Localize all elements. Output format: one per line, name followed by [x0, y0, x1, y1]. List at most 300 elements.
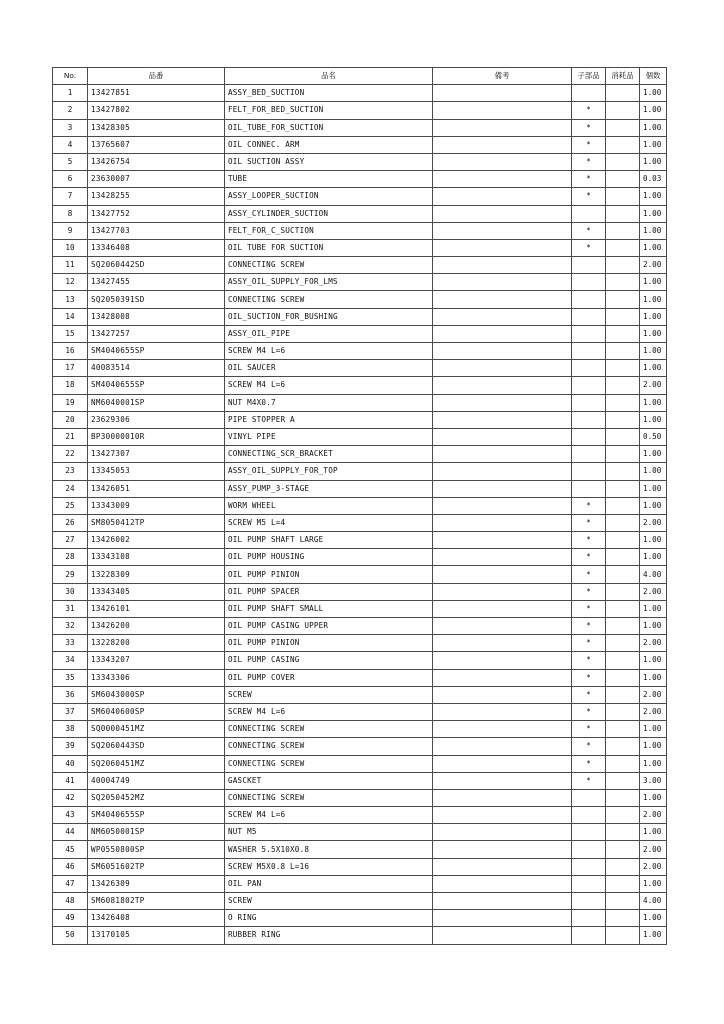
table-row: [53, 343, 667, 360]
row-number: 41: [53, 772, 88, 789]
subpart-mark-cell: *: [572, 222, 606, 239]
row-number: 29: [53, 566, 88, 583]
subpart-mark-cell: *: [572, 239, 606, 256]
subpart-mark-cell: *: [572, 171, 606, 188]
part-name-cell: ASSY_OIL_SUPPLY_FOR_TOP: [225, 463, 433, 480]
row-number: 20: [53, 411, 88, 428]
part-name-cell: SCREW M4 L=6: [225, 377, 433, 394]
quantity-cell: 3.00: [640, 772, 667, 789]
row-number: 18: [53, 377, 88, 394]
consumable-mark-cell: [606, 205, 640, 222]
table-row: [53, 291, 667, 308]
part-number-cell: SM4040655SP: [88, 343, 225, 360]
row-number: 21: [53, 428, 88, 445]
subpart-mark-cell: *: [572, 686, 606, 703]
quantity-cell: 1.00: [640, 119, 667, 136]
remarks-cell: [433, 308, 572, 325]
remarks-cell: [433, 205, 572, 222]
part-name-cell: RUBBER RING: [225, 927, 433, 944]
part-name-cell: OIL PUMP CASING UPPER: [225, 618, 433, 635]
subpart-mark-cell: *: [572, 136, 606, 153]
row-number: 34: [53, 652, 88, 669]
part-number-cell: SQ2060451MZ: [88, 755, 225, 772]
remarks-cell: [433, 807, 572, 824]
subpart-mark-cell: *: [572, 635, 606, 652]
quantity-cell: 1.00: [640, 136, 667, 153]
consumable-mark-cell: [606, 428, 640, 445]
subpart-mark-cell: [572, 205, 606, 222]
consumable-mark-cell: [606, 274, 640, 291]
part-name-cell: OIL PUMP PINION: [225, 635, 433, 652]
quantity-cell: 1.00: [640, 927, 667, 944]
part-name-cell: CONNECTING_SCR_BRACKET: [225, 446, 433, 463]
subpart-mark-cell: *: [572, 102, 606, 119]
part-number-cell: SQ2060443SD: [88, 738, 225, 755]
part-number-cell: 13426051: [88, 480, 225, 497]
subpart-mark-cell: [572, 85, 606, 102]
table-row: [53, 153, 667, 170]
part-number-cell: 13426408: [88, 910, 225, 927]
row-number: 6: [53, 171, 88, 188]
consumable-mark-cell: [606, 789, 640, 806]
row-number: 36: [53, 686, 88, 703]
consumable-mark-cell: [606, 85, 640, 102]
table-row: [53, 738, 667, 755]
part-name-cell: NUT M4X0.7: [225, 394, 433, 411]
part-number-cell: 13428305: [88, 119, 225, 136]
part-number-cell: 13427703: [88, 222, 225, 239]
remarks-cell: [433, 858, 572, 875]
quantity-cell: 1.00: [640, 188, 667, 205]
part-number-cell: 13343405: [88, 583, 225, 600]
consumable-mark-cell: [606, 377, 640, 394]
row-number: 49: [53, 910, 88, 927]
part-name-cell: VINYL PIPE: [225, 428, 433, 445]
row-number: 43: [53, 807, 88, 824]
row-number: 44: [53, 824, 88, 841]
quantity-cell: 1.00: [640, 291, 667, 308]
consumable-mark-cell: [606, 171, 640, 188]
consumable-mark-cell: [606, 360, 640, 377]
part-name-cell: ASSY_PUMP_3-STAGE: [225, 480, 433, 497]
row-number: 7: [53, 188, 88, 205]
row-number: 25: [53, 497, 88, 514]
quantity-cell: 1.00: [640, 394, 667, 411]
part-number-cell: NM6040001SP: [88, 394, 225, 411]
quantity-cell: 1.00: [640, 652, 667, 669]
remarks-cell: [433, 171, 572, 188]
remarks-cell: [433, 377, 572, 394]
part-number-cell: 13427802: [88, 102, 225, 119]
consumable-mark-cell: [606, 514, 640, 531]
table-row: [53, 755, 667, 772]
part-number-cell: 13427455: [88, 274, 225, 291]
part-number-cell: 13343207: [88, 652, 225, 669]
subpart-mark-cell: [572, 824, 606, 841]
table-row: [53, 497, 667, 514]
consumable-mark-cell: [606, 394, 640, 411]
remarks-cell: [433, 600, 572, 617]
consumable-mark-cell: [606, 669, 640, 686]
remarks-cell: [433, 85, 572, 102]
subpart-mark-cell: [572, 274, 606, 291]
part-name-cell: SCREW M5 L=4: [225, 514, 433, 531]
part-number-cell: 40083514: [88, 360, 225, 377]
part-name-cell: ASSY_BED_SUCTION: [225, 85, 433, 102]
consumable-mark-cell: [606, 910, 640, 927]
subpart-mark-cell: [572, 463, 606, 480]
quantity-cell: 2.00: [640, 841, 667, 858]
remarks-cell: [433, 789, 572, 806]
remarks-cell: [433, 291, 572, 308]
subpart-mark-cell: [572, 789, 606, 806]
quantity-cell: 1.00: [640, 755, 667, 772]
consumable-mark-cell: [606, 618, 640, 635]
row-number: 12: [53, 274, 88, 291]
consumable-mark-cell: [606, 102, 640, 119]
consumable-mark-cell: [606, 532, 640, 549]
header-consumable: 消耗品: [606, 68, 640, 85]
subpart-mark-cell: *: [572, 583, 606, 600]
subpart-mark-cell: *: [572, 721, 606, 738]
row-number: 9: [53, 222, 88, 239]
row-number: 39: [53, 738, 88, 755]
table-row: [53, 824, 667, 841]
quantity-cell: 1.00: [640, 824, 667, 841]
subpart-mark-cell: *: [572, 566, 606, 583]
part-number-cell: 13346408: [88, 239, 225, 256]
part-name-cell: SCREW: [225, 893, 433, 910]
remarks-cell: [433, 910, 572, 927]
quantity-cell: 1.00: [640, 875, 667, 892]
part-number-cell: 13426200: [88, 618, 225, 635]
table-row: [53, 686, 667, 703]
quantity-cell: 1.00: [640, 343, 667, 360]
remarks-cell: [433, 566, 572, 583]
remarks-cell: [433, 583, 572, 600]
subpart-mark-cell: [572, 893, 606, 910]
quantity-cell: 1.00: [640, 910, 667, 927]
remarks-cell: [433, 686, 572, 703]
quantity-cell: 1.00: [640, 205, 667, 222]
subpart-mark-cell: *: [572, 549, 606, 566]
part-name-cell: CONNECTING SCREW: [225, 721, 433, 738]
table-row: [53, 205, 667, 222]
consumable-mark-cell: [606, 652, 640, 669]
table-row: [53, 600, 667, 617]
consumable-mark-cell: [606, 343, 640, 360]
remarks-cell: [433, 824, 572, 841]
remarks-cell: [433, 875, 572, 892]
table-row: [53, 377, 667, 394]
part-number-cell: 13427752: [88, 205, 225, 222]
quantity-cell: 0.03: [640, 171, 667, 188]
remarks-cell: [433, 893, 572, 910]
part-name-cell: CONNECTING SCREW: [225, 755, 433, 772]
consumable-mark-cell: [606, 600, 640, 617]
part-number-cell: SM6051602TP: [88, 858, 225, 875]
part-name-cell: O RING: [225, 910, 433, 927]
consumable-mark-cell: [606, 635, 640, 652]
part-name-cell: OIL TUBE FOR SUCTION: [225, 239, 433, 256]
remarks-cell: [433, 514, 572, 531]
subpart-mark-cell: [572, 875, 606, 892]
part-name-cell: TUBE: [225, 171, 433, 188]
subpart-mark-cell: [572, 841, 606, 858]
consumable-mark-cell: [606, 136, 640, 153]
row-number: 11: [53, 257, 88, 274]
consumable-mark-cell: [606, 325, 640, 342]
remarks-cell: [433, 669, 572, 686]
quantity-cell: 1.00: [640, 738, 667, 755]
part-number-cell: 13343108: [88, 549, 225, 566]
remarks-cell: [433, 497, 572, 514]
remarks-cell: [433, 480, 572, 497]
subpart-mark-cell: [572, 411, 606, 428]
part-number-cell: 13426002: [88, 532, 225, 549]
part-number-cell: SQ2060442SD: [88, 257, 225, 274]
quantity-cell: 2.00: [640, 514, 667, 531]
table-row: [53, 910, 667, 927]
table-row: [53, 428, 667, 445]
table-row: [53, 222, 667, 239]
row-number: 47: [53, 875, 88, 892]
part-number-cell: BP30000010R: [88, 428, 225, 445]
remarks-cell: [433, 721, 572, 738]
remarks-cell: [433, 274, 572, 291]
table-row: [53, 841, 667, 858]
table-row: [53, 360, 667, 377]
quantity-cell: 1.00: [640, 463, 667, 480]
consumable-mark-cell: [606, 858, 640, 875]
remarks-cell: [433, 652, 572, 669]
table-row: [53, 136, 667, 153]
quantity-cell: 2.00: [640, 807, 667, 824]
consumable-mark-cell: [606, 257, 640, 274]
header-quantity: 個数: [640, 68, 667, 85]
part-number-cell: 13426309: [88, 875, 225, 892]
consumable-mark-cell: [606, 480, 640, 497]
part-number-cell: SM6043000SP: [88, 686, 225, 703]
subpart-mark-cell: *: [572, 703, 606, 720]
remarks-cell: [433, 102, 572, 119]
part-number-cell: 13765607: [88, 136, 225, 153]
row-number: 23: [53, 463, 88, 480]
part-number-cell: 13170105: [88, 927, 225, 944]
table-row: [53, 618, 667, 635]
part-name-cell: OIL_TUBE_FOR_SUCTION: [225, 119, 433, 136]
part-name-cell: OIL PUMP SHAFT LARGE: [225, 532, 433, 549]
row-number: 35: [53, 669, 88, 686]
row-number: 50: [53, 927, 88, 944]
row-number: 3: [53, 119, 88, 136]
quantity-cell: 1.00: [640, 446, 667, 463]
row-number: 28: [53, 549, 88, 566]
subpart-mark-cell: [572, 480, 606, 497]
subpart-mark-cell: [572, 394, 606, 411]
consumable-mark-cell: [606, 703, 640, 720]
remarks-cell: [433, 257, 572, 274]
part-number-cell: 13428255: [88, 188, 225, 205]
remarks-cell: [433, 703, 572, 720]
subpart-mark-cell: *: [572, 618, 606, 635]
remarks-cell: [433, 136, 572, 153]
part-number-cell: 13426101: [88, 600, 225, 617]
consumable-mark-cell: [606, 411, 640, 428]
row-number: 38: [53, 721, 88, 738]
part-name-cell: OIL SUCTION ASSY: [225, 153, 433, 170]
part-name-cell: OIL PUMP SHAFT SMALL: [225, 600, 433, 617]
row-number: 17: [53, 360, 88, 377]
part-number-cell: 40004749: [88, 772, 225, 789]
remarks-cell: [433, 927, 572, 944]
part-name-cell: OIL SAUCER: [225, 360, 433, 377]
part-name-cell: OIL CONNEC. ARM: [225, 136, 433, 153]
part-name-cell: SCREW M4 L=6: [225, 703, 433, 720]
header-part-number: 品番: [88, 68, 225, 85]
consumable-mark-cell: [606, 893, 640, 910]
consumable-mark-cell: [606, 239, 640, 256]
part-name-cell: NUT M5: [225, 824, 433, 841]
subpart-mark-cell: [572, 446, 606, 463]
part-number-cell: 13228200: [88, 635, 225, 652]
table-row: [53, 239, 667, 256]
part-name-cell: FELT_FOR_C_SUCTION: [225, 222, 433, 239]
quantity-cell: 1.00: [640, 222, 667, 239]
part-name-cell: CONNECTING SCREW: [225, 738, 433, 755]
header-remarks: 備考: [433, 68, 572, 85]
consumable-mark-cell: [606, 308, 640, 325]
remarks-cell: [433, 188, 572, 205]
part-name-cell: ASSY_OIL_PIPE: [225, 325, 433, 342]
consumable-mark-cell: [606, 463, 640, 480]
remarks-cell: [433, 239, 572, 256]
consumable-mark-cell: [606, 119, 640, 136]
row-number: 32: [53, 618, 88, 635]
remarks-cell: [433, 635, 572, 652]
subpart-mark-cell: [572, 377, 606, 394]
remarks-cell: [433, 549, 572, 566]
part-number-cell: NM6050001SP: [88, 824, 225, 841]
subpart-mark-cell: [572, 291, 606, 308]
quantity-cell: 1.00: [640, 532, 667, 549]
part-name-cell: OIL PUMP PINION: [225, 566, 433, 583]
part-name-cell: OIL PUMP CASING: [225, 652, 433, 669]
subpart-mark-cell: *: [572, 497, 606, 514]
part-number-cell: 13228309: [88, 566, 225, 583]
part-number-cell: SM4040655SP: [88, 377, 225, 394]
part-name-cell: OIL_SUCTION_FOR_BUSHING: [225, 308, 433, 325]
table-row: [53, 188, 667, 205]
part-number-cell: WP0550800SP: [88, 841, 225, 858]
table-row: [53, 721, 667, 738]
remarks-cell: [433, 325, 572, 342]
header-no: No.: [53, 68, 88, 85]
table-row: [53, 807, 667, 824]
table-row: [53, 669, 667, 686]
consumable-mark-cell: [606, 721, 640, 738]
part-name-cell: CONNECTING SCREW: [225, 789, 433, 806]
subpart-mark-cell: [572, 308, 606, 325]
subpart-mark-cell: *: [572, 772, 606, 789]
consumable-mark-cell: [606, 583, 640, 600]
row-number: 4: [53, 136, 88, 153]
part-number-cell: 13343306: [88, 669, 225, 686]
table-row: [53, 274, 667, 291]
table-row: [53, 583, 667, 600]
quantity-cell: 4.00: [640, 566, 667, 583]
part-number-cell: 13427851: [88, 85, 225, 102]
table-row: [53, 532, 667, 549]
subpart-mark-cell: [572, 257, 606, 274]
subpart-mark-cell: [572, 343, 606, 360]
quantity-cell: 2.00: [640, 858, 667, 875]
row-number: 48: [53, 893, 88, 910]
part-number-cell: SQ0000451MZ: [88, 721, 225, 738]
part-name-cell: ASSY_LOOPER_SUCTION: [225, 188, 433, 205]
row-number: 16: [53, 343, 88, 360]
table-row: [53, 858, 667, 875]
table-row: [53, 171, 667, 188]
quantity-cell: 1.00: [640, 789, 667, 806]
quantity-cell: 1.00: [640, 153, 667, 170]
consumable-mark-cell: [606, 291, 640, 308]
table-row: [53, 102, 667, 119]
row-number: 42: [53, 789, 88, 806]
subpart-mark-cell: *: [572, 669, 606, 686]
quantity-cell: 1.00: [640, 274, 667, 291]
quantity-cell: 1.00: [640, 497, 667, 514]
part-number-cell: SQ2050391SD: [88, 291, 225, 308]
table-row: [53, 703, 667, 720]
remarks-cell: [433, 532, 572, 549]
consumable-mark-cell: [606, 755, 640, 772]
subpart-mark-cell: *: [572, 652, 606, 669]
quantity-cell: 1.00: [640, 360, 667, 377]
table-row: [53, 119, 667, 136]
consumable-mark-cell: [606, 841, 640, 858]
remarks-cell: [433, 772, 572, 789]
part-name-cell: SCREW M5X0.8 L=16: [225, 858, 433, 875]
subpart-mark-cell: *: [572, 514, 606, 531]
subpart-mark-cell: *: [572, 119, 606, 136]
table-row: [53, 85, 667, 102]
subpart-mark-cell: [572, 325, 606, 342]
table-row: [53, 308, 667, 325]
table-row: [53, 480, 667, 497]
table-row: [53, 411, 667, 428]
consumable-mark-cell: [606, 566, 640, 583]
consumable-mark-cell: [606, 549, 640, 566]
remarks-cell: [433, 360, 572, 377]
row-number: 26: [53, 514, 88, 531]
part-name-cell: WORM WHEEL: [225, 497, 433, 514]
table-row: [53, 325, 667, 342]
row-number: 15: [53, 325, 88, 342]
row-number: 13: [53, 291, 88, 308]
remarks-cell: [433, 119, 572, 136]
table-body: [53, 85, 667, 944]
part-name-cell: OIL PUMP SPACER: [225, 583, 433, 600]
table-row: [53, 394, 667, 411]
consumable-mark-cell: [606, 738, 640, 755]
table-row: [53, 772, 667, 789]
remarks-cell: [433, 428, 572, 445]
part-number-cell: SM6081802TP: [88, 893, 225, 910]
table-row: [53, 652, 667, 669]
remarks-cell: [433, 411, 572, 428]
remarks-cell: [433, 618, 572, 635]
